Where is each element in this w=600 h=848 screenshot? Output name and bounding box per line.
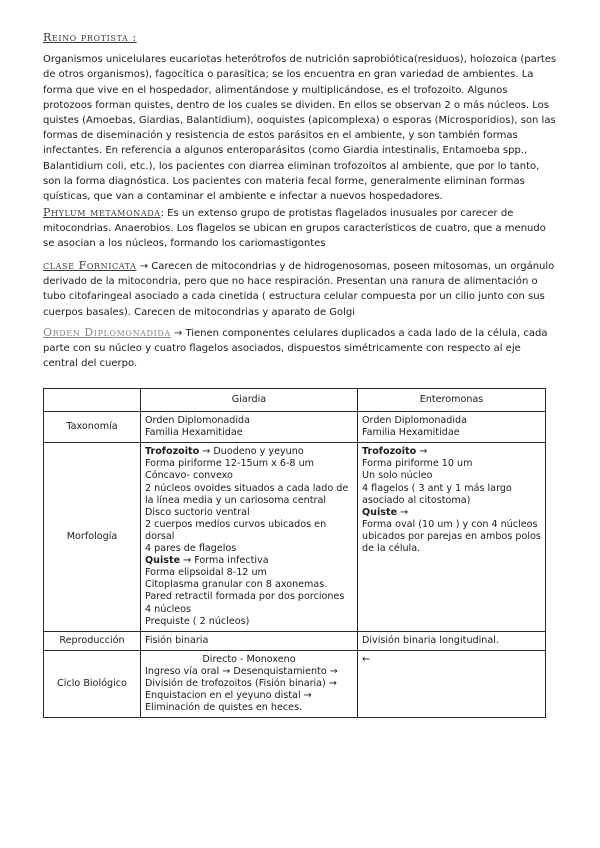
row-label-taxonomia: Taxonomía	[44, 412, 141, 443]
reino-protista-text: Organismos unicelulares eucariotas heterótrofos de nutrición saprobiótica(residuos), holozoica (partes de otros organismos), fagocítica o parasítica; se los encuentra en gran variedad de ambientes. La forma que vive en el hospedador, alimentándose y multiplicándose, es el trofozoito. Algunos protozoos forman quistes, dentro de los cuales se dividen. En ellos se observan 2 o más núcleos. Los quistes (Amoebas, Giardias, Balantidium), ooquistes (apicomplexa) o esporas (Microsporidios), son las formas de diseminación y resistencia de estos parásitos en el ambiente, y son también formas infectantes. En referencia a algunos enteroparásitos (como Giardia intestinalis, Entamoeba spp., Balantidium coli, etc.), los pacientes con diarrea eliminan trofozoítos al ambiente, que por lo tanto, son la forma diagnóstica. Los pacientes con materia fecal forme, generalmente eliminan formas quísticas, que van a contaminar el ambiente e infectar a nuevos hospedadores.	[43, 54, 557, 203]
list-item: Un solo núcleo	[362, 470, 433, 482]
heading-clase: clase Fornicata	[43, 259, 137, 272]
arrow-icon: →	[416, 446, 428, 458]
list-item: Forma elipsoidal 8-12 um	[145, 567, 267, 579]
trofozoito-location: → Duodeno y yeyuno	[199, 446, 304, 458]
header-empty	[44, 389, 141, 412]
list-item: Prequiste ( 2 núcleos)	[145, 615, 250, 627]
cell-ciclo-giardia	[141, 650, 358, 717]
heading-phylum: Phylum metamonada	[43, 206, 161, 219]
quiste-label: Quiste	[362, 506, 398, 518]
taxonomy-family: Familia Hexamitidae	[362, 427, 460, 439]
heading-orden: Orden Diplomonadida	[43, 326, 171, 339]
entero-trofozoito-line	[362, 446, 541, 458]
trofozoito-label: Trofozoito	[145, 446, 200, 458]
cell-reproduccion-entero: División binaria longitudinal.	[358, 631, 546, 650]
list-item: Ingreso vía oral → Desenquistamiento →	[145, 665, 338, 677]
table-row-morfologia	[44, 443, 546, 631]
table-row-taxonomia	[44, 412, 546, 443]
table-header-row	[44, 389, 546, 412]
list-item: Forma oval (10 um ) y con 4 núcleos ubicados por parejas en ambos polos de la célula.	[362, 518, 541, 555]
list-item: División de trofozoitos (Fisión binaria) →	[145, 677, 337, 689]
list-item: 4 núcleos	[145, 603, 192, 615]
trofozoito-label: Trofozoito	[362, 446, 417, 458]
quiste-note: → Forma infectiva	[180, 555, 269, 567]
taxonomy-order: Orden Diplomonadida	[145, 415, 251, 427]
cell-reproduccion-giardia: Fisión binaria	[141, 631, 358, 650]
list-item: Forma piriforme 12-15um x 6-8 um	[145, 458, 315, 470]
arrow-icon: →	[397, 506, 409, 518]
list-item: 2 cuerpos medios curvos ubicados en dorsal	[145, 518, 327, 542]
arrow-left-icon: ←	[362, 653, 371, 665]
list-item: 4 flagelos ( 3 ant y 1 más largo asociado al citostoma)	[362, 482, 512, 506]
cell-ciclo-entero	[358, 650, 546, 717]
cell-taxonomia-entero	[358, 412, 546, 443]
cell-taxonomia-giardia	[141, 412, 358, 443]
giardia-quiste-line	[145, 555, 353, 567]
list-item: Citoplasma granular con 8 axonemas.	[145, 579, 328, 591]
table-row-reproduccion	[44, 631, 546, 650]
comparison-table	[43, 388, 546, 718]
row-label-ciclo: Ciclo Biológico	[44, 650, 141, 717]
orden-text: → Tienen componentes celulares duplicados a cada lado de la célula, cada parte con su núcleo y cuatro flagelos asociados, dispuestos simétricamente con respecto al eje central del cuerpo.	[43, 328, 548, 370]
section-orden	[43, 325, 557, 372]
phylum-text: : Es un extenso grupo de protistas flagelados inusuales por carecer de mitocondrias. Anaerobios. Los flagelos se ubican en grupos característicos de cuatro, que a menudo se asocian a los núcleos, formando los cariomastigontes	[43, 208, 546, 250]
taxonomy-family: Familia Hexamitidae	[145, 427, 243, 439]
section-clase	[43, 258, 557, 320]
section-reino-protista	[43, 30, 557, 204]
list-item: 4 pares de flagelos	[145, 543, 237, 555]
cell-morfologia-entero	[358, 443, 546, 631]
taxonomy-order: Orden Diplomonadida	[362, 415, 468, 427]
list-item: Forma piriforme 10 um	[362, 458, 473, 470]
list-item: Eliminación de quistes en heces.	[145, 702, 303, 714]
list-item: Enquistacion en el yeyuno distal →	[145, 690, 312, 702]
list-item: 2 núcleos ovoides situados a cada lado de la línea media y un cariosoma central	[145, 482, 349, 506]
entero-quiste-line	[362, 507, 541, 519]
list-item: Pared retractil formada por dos porciones	[145, 591, 345, 603]
list-item: Disco suctorio ventral	[145, 506, 250, 518]
giardia-trofozoito-line	[145, 446, 353, 458]
row-label-morfologia: Morfología	[44, 443, 141, 631]
table-row-ciclo	[44, 650, 546, 717]
ciclo-title: Directo - Monoxeno	[202, 653, 296, 665]
heading-reino-protista: Reino protista :	[43, 31, 137, 44]
section-phylum	[43, 205, 557, 252]
header-enteromonas: Enteromonas	[358, 389, 546, 412]
list-item: Cóncavo- convexo	[145, 470, 233, 482]
row-label-reproduccion: Reproducción	[44, 631, 141, 650]
cell-morfologia-giardia	[141, 443, 358, 631]
header-giardia: Giardia	[141, 389, 358, 412]
clase-text: → Carecen de mitocondrias y de hidrogenosomas, poseen mitosomas, un orgánulo derivado de la mitocondria, pero que no hace respiración. Presentan una ranura de alimentación o tubo citofaringeal asociado a cada cinetida ( estructura celular compuesta por un cilio junto con sus cuerpos basales). Carecen de mitocondrias y aparato de Golgi	[43, 261, 555, 318]
quiste-label: Quiste	[145, 555, 181, 567]
